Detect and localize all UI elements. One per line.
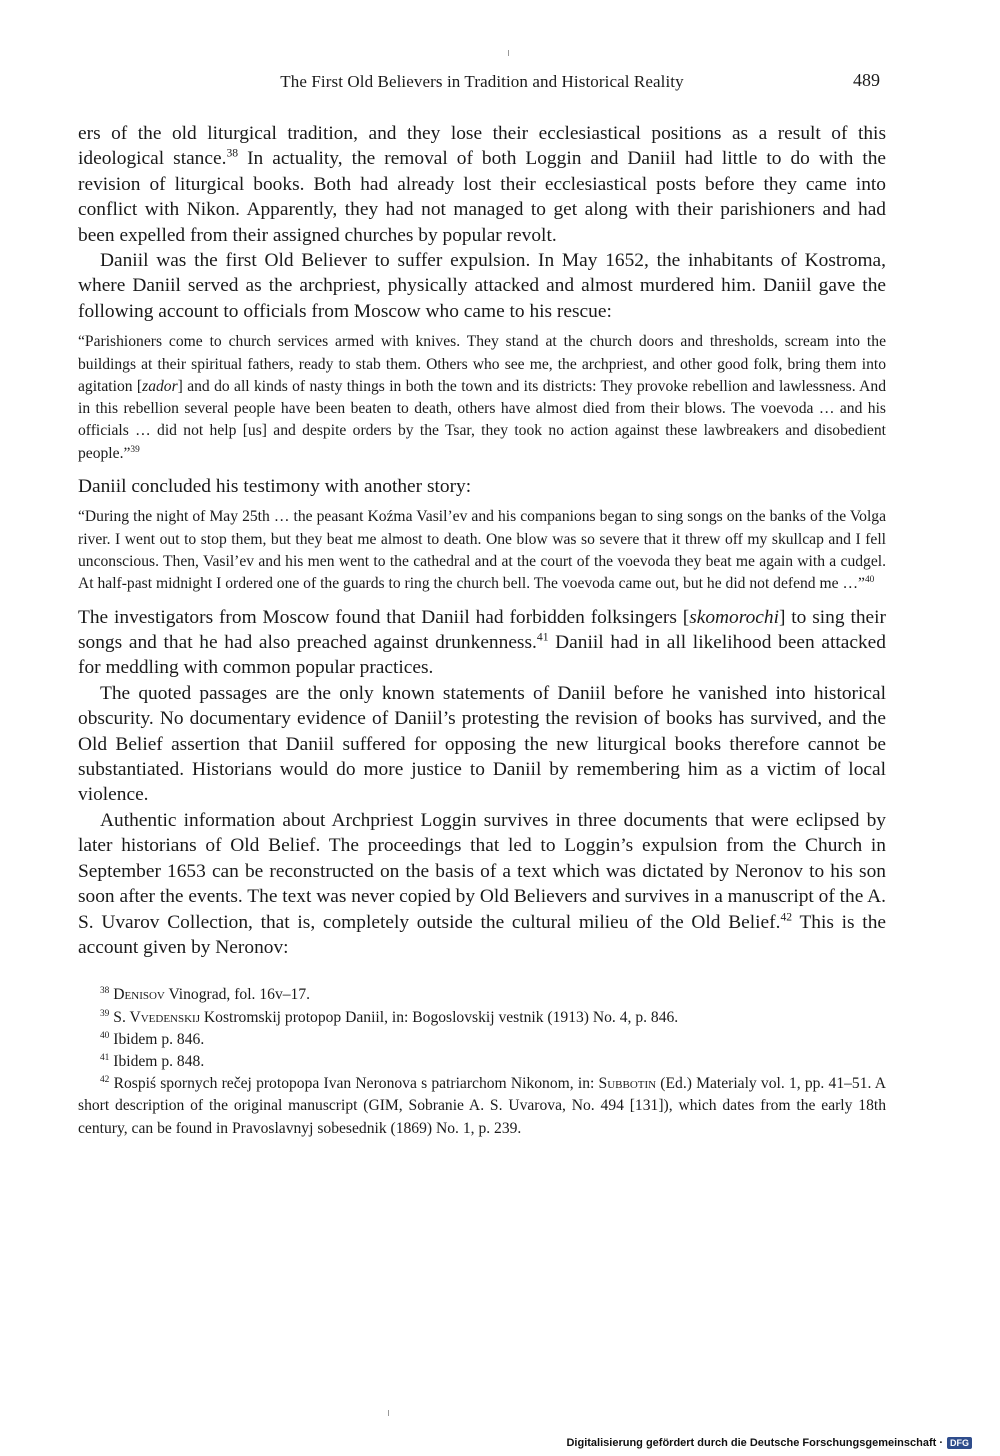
footnote-38 bbox=[78, 984, 886, 1006]
quote-2-text: “During the night of May 25th … the peasant Koźma Vasil’ev and his companions began to sing songs on the banks of the Volga river. I went out to stop them, but they beat me almost to death. One blow was so severe that it threw off my skullcap and I fell unconscious. Then, Vasil’ev and his men went to the cathedral and at the court of the voevoda they beat me again with a cudgel. At half-past midnight I ordered one of the guards to ring the church bell. The voevoda came out, but he did not defend me …” bbox=[78, 508, 886, 593]
footnote-ref-42: 42 bbox=[780, 910, 793, 924]
paragraph-6-text-a: Authentic information about Archpriest Loggin survives in three documents that were eclipsed by later historians of Old Belief. The proceedings that led to Loggin’s expulsion from the Church in September 1653 can be reconstructed on the basis of a text which was dictated by Neronov to his son soon after the events. The text was never copied by Old Believers and survives in a manuscript of the A. S. Uvarov Collection, that is, completely outside the cultural milieu of the Old Belief. bbox=[78, 809, 886, 933]
paragraph-2-text: Daniil was the first Old Believer to suffer expulsion. In May 1652, the inhabitants of Kostroma, where Daniil served as the archpriest, physically attacked and almost murdered him. Daniil gave the following account to officials from Moscow who came to his rescue: bbox=[78, 250, 886, 322]
footnote-number: 40 bbox=[100, 1030, 110, 1041]
footnote-ref-41: 41 bbox=[536, 630, 549, 644]
footnote-text: Ibidem p. 846. bbox=[113, 1030, 205, 1048]
footnote-number: 41 bbox=[100, 1052, 110, 1063]
digitization-credit-text: Digitalisierung gefördert durch die Deutsche Forschungsgemeinschaft · bbox=[566, 1437, 943, 1449]
quote-1-term: zador bbox=[142, 377, 178, 395]
footnote-number: 39 bbox=[100, 1008, 110, 1019]
paragraph-6 bbox=[78, 808, 886, 960]
footnote-text: Ibidem p. 848. bbox=[113, 1052, 205, 1070]
footnote-40 bbox=[78, 1029, 886, 1051]
paragraph-2 bbox=[78, 248, 886, 324]
block-quote-1 bbox=[78, 331, 886, 465]
quote-1-text-b: ] and do all kinds of nasty things in both the town and its districts: They provoke rebellion and lawlessness. And in this rebellion several people have been beaten to death, others have almost died from their blows. The voevoda … and his officials … did not help [us] and despite orders by the Tsar, they took no action against these lawbreakers and disobedient people.” bbox=[78, 377, 886, 462]
scan-mark-bottom bbox=[388, 1410, 389, 1416]
footnote-author: Denisov bbox=[113, 986, 165, 1004]
paragraph-1-text-a: ers of the old liturgical tradition, and they lose their ecclesiastical positions as a result of this ideological stance. bbox=[78, 123, 886, 170]
footnote-ref-39: 39 bbox=[130, 444, 140, 455]
footnote-text: Kostromskij protopop Daniil, in: Bogoslovskij vestnik (1913) No. 4, p. 846. bbox=[200, 1008, 679, 1026]
block-quote-2 bbox=[78, 506, 886, 595]
footnote-39 bbox=[78, 1007, 886, 1029]
paragraph-4 bbox=[78, 605, 886, 681]
paragraph-1-text-b: In actuality, the removal of both Loggin and Daniil had little to do with the revision of liturgical books. Both had already lost their ecclesiastical posts before they came into conflict with Nikon. Apparently, they had not managed to get along with their parishioners and had been expelled from their assigned churches by popular revolt. bbox=[78, 148, 887, 246]
footnote-text-continued: (Ed.) Materialy vol. 1, pp. 41–51. A short description of the original manuscript (GIM, Sobranie A. S. Uvarova, No. 494 [131]), which dates from the early 18th century, can be found in Pravoslavnyj sobesednik (1869) No. 1, p. 239. bbox=[78, 1075, 887, 1137]
paragraph-6-text-b: This is the account given by Neronov: bbox=[78, 911, 886, 958]
running-head bbox=[78, 72, 886, 102]
paragraph-5 bbox=[78, 681, 886, 808]
page-number: 489 bbox=[853, 70, 880, 90]
paragraph-3 bbox=[78, 474, 886, 499]
paragraph-4-term: skomorochi bbox=[689, 606, 779, 628]
body-text bbox=[78, 121, 886, 960]
running-title: The First Old Believers in Tradition and Historical Reality bbox=[280, 72, 684, 91]
footnote-ref-38: 38 bbox=[226, 146, 239, 160]
paragraph-1 bbox=[78, 121, 886, 248]
dfg-logo: DFG bbox=[947, 1437, 972, 1449]
footnote-number: 42 bbox=[100, 1074, 110, 1085]
quote-1-text-a: “Parishioners come to church services armed with knives. They stand at the church doors and thresholds, scream into the buildings at their spiritual fathers, ready to stab them. Others who see me, the archpriest, and other good folk, bring them into agitation [ bbox=[78, 333, 886, 395]
footnotes bbox=[78, 984, 886, 1139]
footnote-author: Subbotin bbox=[598, 1075, 657, 1093]
paragraph-4-text-a: The investigators from Moscow found that Daniil had forbidden folksingers [ bbox=[78, 606, 690, 628]
page bbox=[78, 72, 886, 1140]
paragraph-4-text-c: Daniil had in all likelihood been attacked for meddling with common popular practices. bbox=[78, 632, 886, 679]
footnote-41 bbox=[78, 1051, 886, 1073]
scan-mark-top bbox=[508, 50, 509, 56]
footnote-number: 38 bbox=[100, 986, 110, 997]
paragraph-3-text: Daniil concluded his testimony with another story: bbox=[78, 476, 472, 498]
footnote-ref-40: 40 bbox=[864, 575, 875, 586]
footnote-text: Vinograd, fol. 16v–17. bbox=[164, 986, 311, 1004]
footnote-text: Rospiś spornych rečej protopopa Ivan Neronova s patriarchom Nikonom, in: bbox=[113, 1075, 599, 1093]
footnote-author: S. Vvedenskij bbox=[113, 1008, 200, 1026]
paragraph-5-text: The quoted passages are the only known statements of Daniil before he vanished into historical obscurity. No documentary evidence of Daniil’s protesting the revision of books has survived, and the Old Belief assertion that Daniil suffered for opposing the new liturgical books therefore cannot be substantiated. Historians would do more justice to Daniil by remembering him as a victim of local violence. bbox=[78, 682, 886, 806]
digitization-credit bbox=[566, 1437, 972, 1449]
footnote-42 bbox=[78, 1073, 886, 1140]
paragraph-4-text-b: ] to sing their songs and that he had also preached against drunkenness. bbox=[78, 606, 886, 654]
